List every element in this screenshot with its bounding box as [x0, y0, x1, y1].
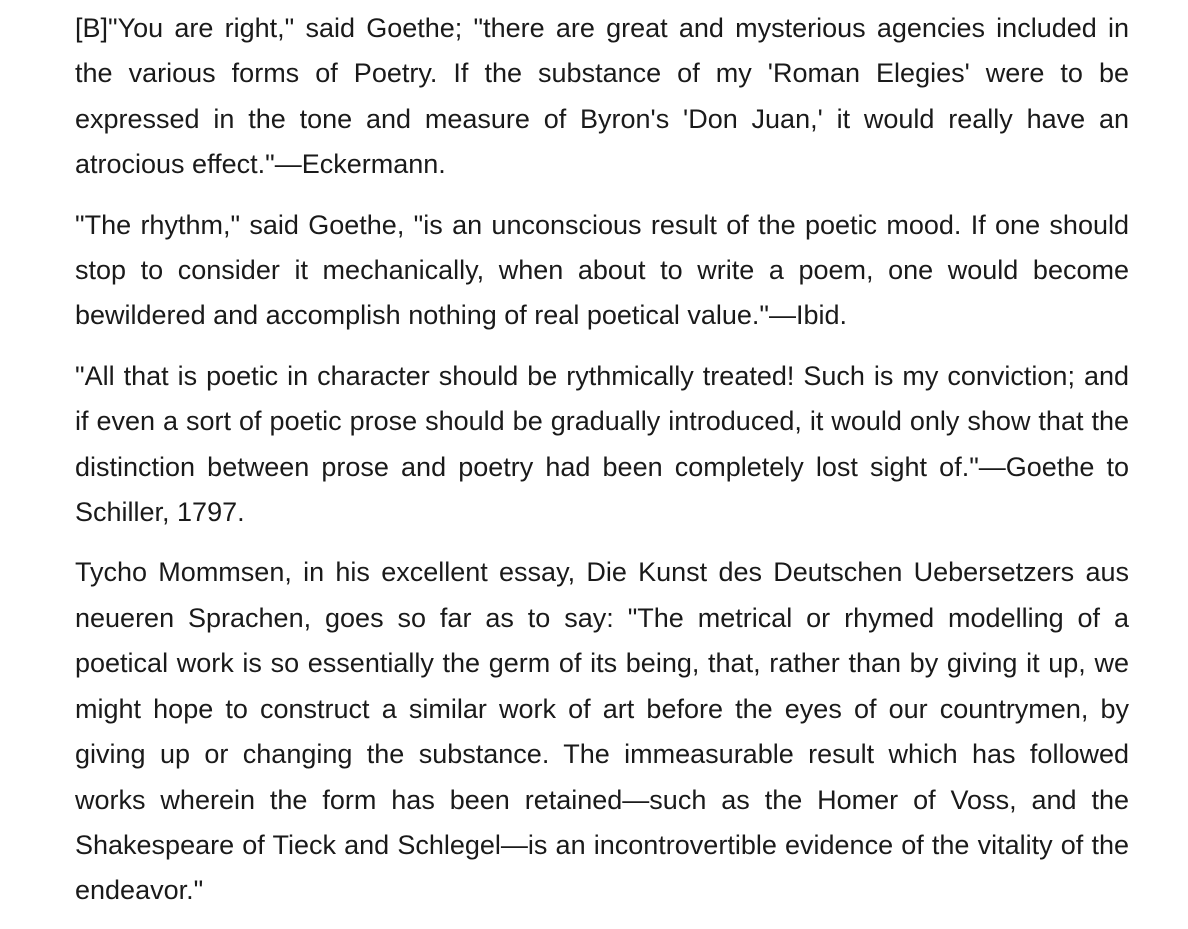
paragraph-goethe-eckermann-quote: [B]"You are right," said Goethe; "there are great and mysterious agencies included in the various forms of Poetry. If the substance of my 'Roman Elegies' were to be expressed in the tone and measure of Byron's 'Don Juan,' it would really have an atrocious effect."—Eckermann.	[75, 13, 1129, 180]
paragraph-rhythm-quote: "The rhythm," said Goethe, "is an unconscious result of the poetic mood. If one should stop to consider it mechanically, when about to write a poem, one would become bewildered and accomplish nothing of real poetical value."—Ibid.	[75, 209, 1129, 331]
document-body	[75, 6, 1129, 929]
paragraph-mommsen-essay: Tycho Mommsen, in his excellent essay, Die Kunst des Deutschen Uebersetzers aus neueren Sprachen, goes so far as to say: "The metrical or rhymed modelling of a poetical work is so essentially the germ of its being, that, rather than by giving it up, we might hope to construct a similar work of art before the eyes of our countrymen, by giving up or changing the substance. The immeasurable result which has followed works wherein the form has been retained—such as the Homer of Voss, and the Shakespeare of Tieck and Schlegel—is an incontrovertible evidence of the vitality of the endeavor."	[75, 557, 1129, 906]
paragraph-goethe-schiller-quote: "All that is poetic in character should be rythmically treated! Such is my conviction; and if even a sort of poetic prose should be gradually introduced, it would only show that the distinction between prose and poetry had been completely lost sight of."—Goethe to Schiller, 1797.	[75, 360, 1129, 528]
